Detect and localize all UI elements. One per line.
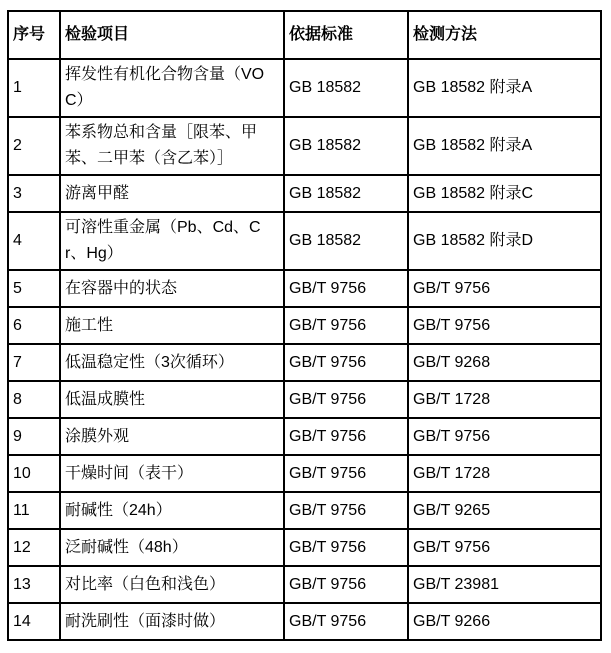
cell-standard: GB 18582 [284,175,408,212]
table-row [8,117,601,175]
cell-item: 泛耐碱性（48h） [60,529,284,566]
header-cell-item: 检验项目 [60,11,284,59]
cell-standard: GB/T 9756 [284,492,408,529]
cell-standard: GB/T 9756 [284,566,408,603]
cell-item: 耐洗刷性（面漆时做） [60,603,284,640]
table-row [8,381,601,418]
table-row [8,566,601,603]
cell-method: GB/T 9268 [408,344,601,381]
cell-method: GB/T 1728 [408,455,601,492]
table-row [8,59,601,117]
cell-no: 14 [8,603,60,640]
table-row [8,603,601,640]
cell-method: GB/T 23981 [408,566,601,603]
cell-method: GB/T 9756 [408,307,601,344]
cell-standard: GB/T 9756 [284,270,408,307]
table-row [8,270,601,307]
cell-item: 苯系物总和含量［限苯、甲苯、二甲苯（含乙苯）］ [60,117,284,175]
table-row [8,344,601,381]
cell-no: 10 [8,455,60,492]
cell-standard: GB/T 9756 [284,455,408,492]
cell-item: 在容器中的状态 [60,270,284,307]
cell-item: 可溶性重金属（Pb、Cd、Cr、Hg） [60,212,284,270]
cell-item: 低温成膜性 [60,381,284,418]
header-cell-standard: 依据标准 [284,11,408,59]
cell-no: 3 [8,175,60,212]
table-row [8,529,601,566]
cell-method: GB 18582 附录D [408,212,601,270]
cell-item: 耐碱性（24h） [60,492,284,529]
cell-method: GB/T 1728 [408,381,601,418]
cell-item: 游离甲醛 [60,175,284,212]
table-row [8,307,601,344]
cell-standard: GB/T 9756 [284,307,408,344]
cell-no: 1 [8,59,60,117]
cell-no: 6 [8,307,60,344]
cell-standard: GB/T 9756 [284,344,408,381]
cell-standard: GB/T 9756 [284,418,408,455]
cell-no: 13 [8,566,60,603]
cell-standard: GB/T 9756 [284,529,408,566]
cell-no: 4 [8,212,60,270]
table-row [8,175,601,212]
header-cell-no: 序号 [8,11,60,59]
cell-no: 2 [8,117,60,175]
cell-item: 对比率（白色和浅色） [60,566,284,603]
cell-item: 挥发性有机化合物含量（VOC） [60,59,284,117]
cell-item: 干燥时间（表干） [60,455,284,492]
cell-no: 9 [8,418,60,455]
cell-no: 7 [8,344,60,381]
cell-method: GB 18582 附录A [408,117,601,175]
cell-standard: GB 18582 [284,59,408,117]
cell-no: 12 [8,529,60,566]
table-body [8,59,601,640]
cell-method: GB/T 9756 [408,270,601,307]
table-row [8,212,601,270]
cell-standard: GB/T 9756 [284,381,408,418]
table-row [8,455,601,492]
cell-method: GB/T 9266 [408,603,601,640]
cell-standard: GB 18582 [284,117,408,175]
cell-no: 11 [8,492,60,529]
cell-standard: GB 18582 [284,212,408,270]
table-head [8,11,601,59]
cell-item: 涂膜外观 [60,418,284,455]
cell-method: GB 18582 附录A [408,59,601,117]
cell-method: GB/T 9265 [408,492,601,529]
cell-item: 低温稳定性（3次循环） [60,344,284,381]
cell-no: 5 [8,270,60,307]
table-row [8,492,601,529]
cell-item: 施工性 [60,307,284,344]
cell-method: GB/T 9756 [408,418,601,455]
cell-no: 8 [8,381,60,418]
table-row [8,418,601,455]
inspection-table [7,10,602,641]
cell-method: GB/T 9756 [408,529,601,566]
header-cell-method: 检测方法 [408,11,601,59]
header-row [8,11,601,59]
cell-method: GB 18582 附录C [408,175,601,212]
cell-standard: GB/T 9756 [284,603,408,640]
